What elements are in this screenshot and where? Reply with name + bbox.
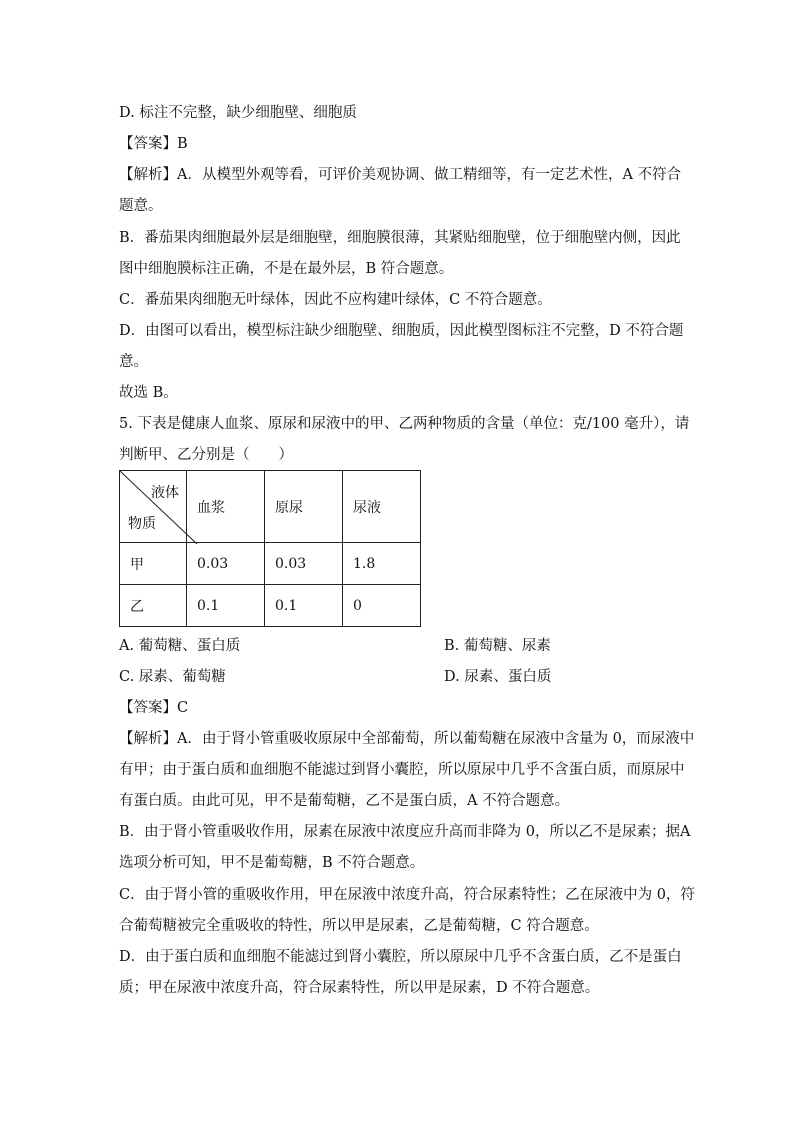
table-cell: 1.8 [343, 543, 421, 585]
table-header-cell: 原尿 [265, 471, 343, 543]
table-cell: 0 [343, 585, 421, 627]
conclusion-line: 故选 B。 [119, 385, 178, 401]
table-row-label: 甲 [120, 543, 187, 585]
question-stem: 5. 下表是健康人血浆、原尿和尿液中的甲、乙两种物质的含量（单位：克/100 毫升），请 [119, 416, 690, 432]
table-row-label: 乙 [120, 585, 187, 627]
option-c: C. 尿素、葡萄糖 [119, 669, 226, 685]
corner-label-substance: 物质 [128, 516, 156, 532]
corner-label-liquid: 液体 [151, 485, 179, 501]
analysis-line: 质；甲在尿液中浓度升高，符合尿素特性，所以甲是尿素，D 不符合题意。 [119, 980, 600, 996]
analysis-line: 有甲；由于蛋白质和血细胞不能滤过到肾小囊腔，所以原尿中几乎不含蛋白质，而原尿中 [119, 762, 685, 778]
analysis-line: 有蛋白质。由此可见，甲不是葡萄糖，乙不是蛋白质，A 不符合题意。 [119, 793, 570, 809]
table-cell: 0.03 [265, 543, 343, 585]
option-d-prev-question: D. 标注不完整，缺少细胞壁、细胞质 [119, 105, 357, 121]
analysis-line: 合葡萄糖被完全重吸收的特性，所以甲是尿素，乙是葡萄糖，C 符合题意。 [119, 918, 599, 934]
table-cell: 0.1 [187, 585, 265, 627]
table-cell: 0.03 [187, 543, 265, 585]
analysis-line: 意。 [119, 354, 148, 370]
analysis-line: C．番茄果肉细胞无叶绿体，因此不应构建叶绿体，C 不符合题意。 [119, 292, 552, 308]
option-a: A. 葡萄糖、蛋白质 [119, 638, 241, 654]
analysis-line: B．由于肾小管重吸收作用，尿素在尿液中浓度应升高而非降为 0，所以乙不是尿素；据A [119, 824, 691, 840]
answer-label: 【答案】C [119, 700, 189, 716]
table-header-cell: 血浆 [187, 471, 265, 543]
analysis-line: 图中细胞膜标注正确，不是在最外层，B 符合题意。 [119, 261, 454, 277]
table-header-row [120, 471, 421, 543]
table-row [120, 585, 421, 627]
option-b: B. 葡萄糖、尿素 [444, 638, 551, 654]
question-stem: 判断甲、乙分别是（ ） [119, 447, 293, 463]
analysis-line: 选项分析可知，甲不是葡萄糖，B 不符合题意。 [119, 855, 425, 871]
analysis-line: 【解析】A．从模型外观等看，可评价美观协调、做工精细等，有一定艺术性，A 不符合 [119, 167, 682, 183]
table-cell: 0.1 [265, 585, 343, 627]
option-d: D. 尿素、蛋白质 [444, 669, 552, 685]
answer-label: 【答案】B [119, 136, 188, 152]
analysis-line: D．由于蛋白质和血细胞不能滤过到肾小囊腔，所以原尿中几乎不含蛋白质，乙不是蛋白 [119, 949, 682, 965]
analysis-line: C．由于肾小管的重吸收作用，甲在尿液中浓度升高，符合尿素特性；乙在尿液中为 0，符 [119, 887, 695, 903]
substance-table [119, 470, 421, 627]
analysis-line: 【解析】A．由于肾小管重吸收原尿中全部葡萄，所以葡萄糖在尿液中含量为 0，而尿液中 [119, 731, 695, 747]
table-corner-cell [120, 471, 187, 543]
table-row [120, 543, 421, 585]
table-header-cell: 尿液 [343, 471, 421, 543]
analysis-line: D．由图可以看出，模型标注缺少细胞壁、细胞质，因此模型图标注不完整，D 不符合题 [119, 323, 684, 339]
analysis-line: B．番茄果肉细胞最外层是细胞壁，细胞膜很薄，其紧贴细胞壁，位于细胞壁内侧，因此 [119, 230, 681, 246]
analysis-line: 题意。 [119, 198, 163, 214]
